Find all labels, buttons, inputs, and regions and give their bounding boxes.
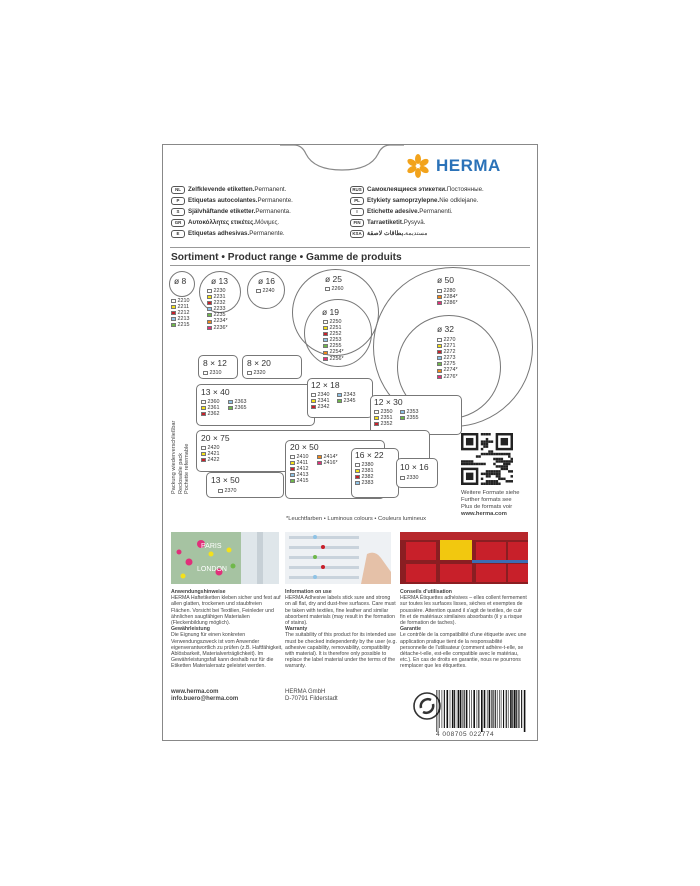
article-code: 2363 [228, 399, 247, 405]
article-code: 2360 [201, 399, 220, 405]
color-swatch [218, 489, 223, 493]
color-swatch [201, 446, 206, 450]
paris-text: PARIS [201, 543, 222, 550]
article-code: 2415 [290, 478, 309, 484]
color-swatch [201, 400, 206, 404]
color-swatch [311, 399, 316, 403]
article-code: 2251 [323, 325, 344, 331]
rect-10x16-label: 10 × 16 [400, 462, 429, 472]
rect-12x30-codes2 [400, 409, 419, 421]
article-code: 2260 [325, 286, 344, 292]
article-code: 2365 [228, 405, 247, 411]
color-swatch [201, 412, 206, 416]
article-code: 2215 [171, 322, 190, 328]
column-english: Information on use HERMA Adhesive labels stick sure and strong on all flat, dry and dust-free surfaces. Care must be taken with textiles, fine leather and similar absorbent materials (may result in the formation of stains). Warranty The suitability of this product for its intended use must be checked independently by the user (e.g. adhesive capability, removability, compatibility with material). It is therefore only possible to replace the label material under the terms of the warranty. [285, 589, 397, 670]
article-code: 2353 [400, 409, 419, 415]
rect-16x22-codes [355, 462, 374, 486]
color-swatch [437, 375, 442, 379]
color-swatch [437, 356, 442, 360]
article-code: 2320 [247, 370, 266, 376]
article-code: 2383 [355, 480, 374, 486]
article-code: 2381 [355, 468, 374, 474]
circle-16-label: ø 16 [258, 276, 276, 286]
article-code: 2286* [437, 300, 458, 306]
article-code: 2272 [437, 349, 458, 355]
color-swatch [400, 410, 405, 414]
article-code: 2232 [207, 300, 228, 306]
rect-8x12-codes [203, 370, 222, 376]
color-swatch [437, 344, 442, 348]
rect-12x18-codes2 [337, 392, 356, 404]
article-code: 2310 [203, 370, 222, 376]
circle-19-label: ø 19 [322, 307, 340, 317]
color-swatch [437, 301, 442, 305]
color-swatch [228, 406, 233, 410]
footer-web: www.herma.com info.buero@herma.com [171, 689, 239, 703]
more-formats-text: Weitere Formate siehe Further formats see Plus de formats voir www.herma.com [461, 490, 520, 517]
article-code: 2235 [207, 312, 228, 318]
article-code: 2273 [437, 355, 458, 361]
language-row: RUS Самоклеящиеся этикетки. Постоянные. [350, 185, 484, 196]
color-swatch [290, 479, 295, 483]
circle-25-codes [325, 286, 344, 292]
color-swatch [437, 350, 442, 354]
article-code: 2351 [374, 415, 393, 421]
article-code: 2275 [437, 361, 458, 367]
divider [170, 265, 530, 266]
article-code: 2416* [317, 460, 338, 466]
language-row: GR Αυτοκόλλητες ετικέτες. Μόνιμες. [171, 218, 293, 229]
color-swatch [325, 287, 330, 291]
color-swatch [337, 393, 342, 397]
rect-13x50-label: 13 × 50 [211, 475, 240, 485]
color-swatch [355, 475, 360, 479]
article-code: 2421 [201, 451, 220, 457]
footer-address: HERMA GmbH D-70791 Filderstadt [285, 689, 338, 703]
rect-20x50-label: 20 × 50 [290, 442, 319, 452]
article-code: 2341 [311, 398, 330, 404]
color-swatch [171, 299, 176, 303]
photo-file-index [285, 532, 391, 584]
language-list-right [350, 185, 484, 240]
color-swatch [323, 338, 328, 342]
rect-10x16-codes [400, 475, 419, 481]
color-swatch [228, 400, 233, 404]
hang-hole [280, 144, 404, 174]
color-swatch [290, 455, 295, 459]
color-swatch [374, 410, 379, 414]
rect-12x18-label: 12 × 18 [311, 380, 340, 390]
brand-name: HERMA [436, 156, 501, 175]
language-row: PL Etykiety samoprzylepne. Nie odklejane. [350, 196, 484, 207]
article-code: 2361 [201, 405, 220, 411]
article-code: 2422 [201, 457, 220, 463]
color-swatch [207, 289, 212, 293]
color-swatch [256, 289, 261, 293]
article-code: 2236* [207, 325, 228, 331]
column-french: Conseils d'utilisation HERMA Étiquettes adhésives – elles collent fermement sur toutes les surfaces lisses, sèches et exemptes de poussière. Attention quand il s'agit de textiles, de cuir fin et de matériaux similaires absorbants (il y a risque de formation de taches). Garantie Le contrôle de la compatibilité d'une étiquette avec une application pratique tient de la responsabilité personnelle de l'utilisateur (comment adhère-t-elle, se détache-t-elle, est-elle compatible avec le matériau, etc.). En cas de droits en garantie, nous ne pourrons remplacer que les étiquettes. [400, 589, 527, 670]
article-code: 2211 [171, 304, 190, 310]
article-code: 2274* [437, 367, 458, 373]
reclosable-pack-text: Packung wiederverschließbar Reclosable pack Pochette refermable [171, 420, 191, 494]
article-code: 2410 [290, 454, 309, 460]
color-swatch [437, 289, 442, 293]
language-row: S Självhäftande etiketter. Permanenta. [171, 207, 293, 218]
rect-13x40-codes [201, 399, 220, 417]
divider [170, 247, 530, 248]
article-code: 2345 [337, 398, 356, 404]
circle-25-label: ø 25 [325, 274, 343, 284]
article-code: 2255 [323, 343, 344, 349]
language-row: KSA بطاقات لاصقة. مستديمة [350, 229, 484, 240]
article-code: 2210 [171, 298, 190, 304]
color-swatch [171, 317, 176, 321]
color-swatch [171, 305, 176, 309]
color-swatch [317, 455, 322, 459]
language-row: E Etiquetas adhesivas. Permanente. [171, 229, 293, 240]
rect-8x20-codes [247, 370, 266, 376]
article-code: 2276* [437, 374, 458, 380]
article-code: 2420 [201, 445, 220, 451]
article-code: 2252 [323, 331, 344, 337]
color-swatch [437, 362, 442, 366]
color-swatch [437, 369, 442, 373]
color-swatch [355, 469, 360, 473]
color-swatch [203, 371, 208, 375]
color-swatch [207, 326, 212, 330]
article-code: 2411 [290, 460, 309, 466]
article-code: 2382 [355, 474, 374, 480]
color-swatch [374, 422, 379, 426]
color-swatch [247, 371, 252, 375]
qr-code [461, 433, 513, 485]
article-code: 2231 [207, 294, 228, 300]
article-code: 2413 [290, 472, 309, 478]
language-row: NL Zelfklevende etiketten. Permanent. [171, 185, 293, 196]
photo-map-labels [171, 532, 279, 584]
article-code: 2234* [207, 318, 228, 324]
circle-8-codes [171, 298, 190, 328]
article-code: 2414* [317, 454, 338, 460]
color-swatch [201, 458, 206, 462]
color-swatch [290, 467, 295, 471]
rect-12x30-codes [374, 409, 393, 427]
color-swatch [323, 326, 328, 330]
color-swatch [323, 332, 328, 336]
color-swatch [400, 416, 405, 420]
article-code: 2412 [290, 466, 309, 472]
rect-20x75-codes [201, 445, 220, 463]
rect-8x12-label: 8 × 12 [203, 358, 227, 368]
color-swatch [290, 473, 295, 477]
color-swatch [207, 307, 212, 311]
color-swatch [207, 301, 212, 305]
color-swatch [207, 320, 212, 324]
article-code: 2330 [400, 475, 419, 481]
article-code: 2350 [374, 409, 393, 415]
language-row: FIN Tarraetiketit. Pysyvä. [350, 218, 484, 229]
rect-20x75-label: 20 × 75 [201, 433, 230, 443]
article-code: 2355 [400, 415, 419, 421]
article-code: 2230 [207, 288, 228, 294]
article-code: 2370 [218, 488, 237, 494]
color-swatch [437, 295, 442, 299]
flower-icon [406, 154, 430, 178]
article-code: 2250 [323, 319, 344, 325]
luminous-note: *Leuchtfarben • Luminous colours • Couleurs lumineux [286, 516, 427, 522]
article-code: 2342 [311, 404, 330, 410]
article-code: 2271 [437, 343, 458, 349]
product-range-title: Sortiment • Product range • Gamme de produits [171, 252, 402, 263]
article-code: 2380 [355, 462, 374, 468]
circle-32-label: ø 32 [437, 324, 455, 334]
article-code: 2340 [311, 392, 330, 398]
rect-13x40-codes2 [228, 399, 247, 411]
circle-8-label: ø 8 [174, 276, 187, 286]
article-code: 2254* [323, 349, 344, 355]
color-swatch [355, 463, 360, 467]
barcode [434, 690, 528, 732]
circle-50-label: ø 50 [437, 275, 455, 285]
color-swatch [311, 393, 316, 397]
color-swatch [400, 476, 405, 480]
circle-13-codes [207, 288, 228, 331]
language-list-left [171, 185, 293, 240]
color-swatch [201, 452, 206, 456]
rect-12x18-codes [311, 392, 330, 410]
article-code: 2280 [437, 288, 458, 294]
herma-logo [406, 154, 501, 178]
language-row: I Etichette adesive. Permanenti. [350, 207, 484, 218]
article-code: 2343 [337, 392, 356, 398]
london-text: LONDON [197, 566, 227, 573]
photo-storage-bins [400, 532, 528, 584]
color-swatch [323, 357, 328, 361]
color-swatch [311, 405, 316, 409]
circle-16-codes [256, 288, 275, 294]
color-swatch [207, 295, 212, 299]
article-code: 2233 [207, 306, 228, 312]
article-code: 2240 [256, 288, 275, 294]
color-swatch [207, 313, 212, 317]
rect-16x22-label: 16 × 22 [355, 450, 384, 460]
rect-13x50-codes [218, 488, 237, 494]
color-swatch [290, 461, 295, 465]
circle-13-label: ø 13 [211, 276, 229, 286]
color-swatch [323, 344, 328, 348]
color-swatch [171, 311, 176, 315]
article-code: 2270 [437, 337, 458, 343]
rect-20x50-codes2 [317, 454, 338, 466]
circle-50-codes [437, 288, 458, 306]
article-code: 2362 [201, 411, 220, 417]
rect-12x30-label: 12 × 30 [374, 397, 403, 407]
barcode-number: 4 008705 022774 [436, 731, 495, 738]
color-swatch [374, 416, 379, 420]
color-swatch [317, 461, 322, 465]
language-row: P Etiquetas autocolantes. Permanente. [171, 196, 293, 207]
rect-13x40-label: 13 × 40 [201, 387, 230, 397]
article-code: 2352 [374, 421, 393, 427]
article-code: 2212 [171, 310, 190, 316]
color-swatch [201, 406, 206, 410]
circle-19-codes [323, 319, 344, 362]
circle-32-codes [437, 337, 458, 380]
color-swatch [355, 481, 360, 485]
rect-20x50-codes [290, 454, 309, 484]
column-german: Anwendungshinweise HERMA Haftetiketten kleben sicher und fest auf allen glatten, trockenen und staubfreien Flächen. Vorsicht bei Textilien, Feinleder und ähnlichen saugfähigen Materialien (Fleckenbildung möglich). Gewährleistung Die Eignung für einen konkreten Verwendungszweck ist vom Anwender eigenverantwortlich zu prüfen (z.B. Haftfähigkeit, Ablösbarkeit, Materialverträglichkeit). Im Gewährleistungsfall kann deshalb nur für die Etiketten Materialersatz geleistet werden. [171, 589, 283, 670]
rect-8x20-label: 8 × 20 [247, 358, 271, 368]
color-swatch [437, 338, 442, 342]
color-swatch [337, 399, 342, 403]
color-swatch [171, 323, 176, 327]
article-code: 2213 [171, 316, 190, 322]
article-code: 2256* [323, 356, 344, 362]
article-code: 2284* [437, 294, 458, 300]
color-swatch [323, 320, 328, 324]
color-swatch [323, 351, 328, 355]
article-code: 2253 [323, 337, 344, 343]
